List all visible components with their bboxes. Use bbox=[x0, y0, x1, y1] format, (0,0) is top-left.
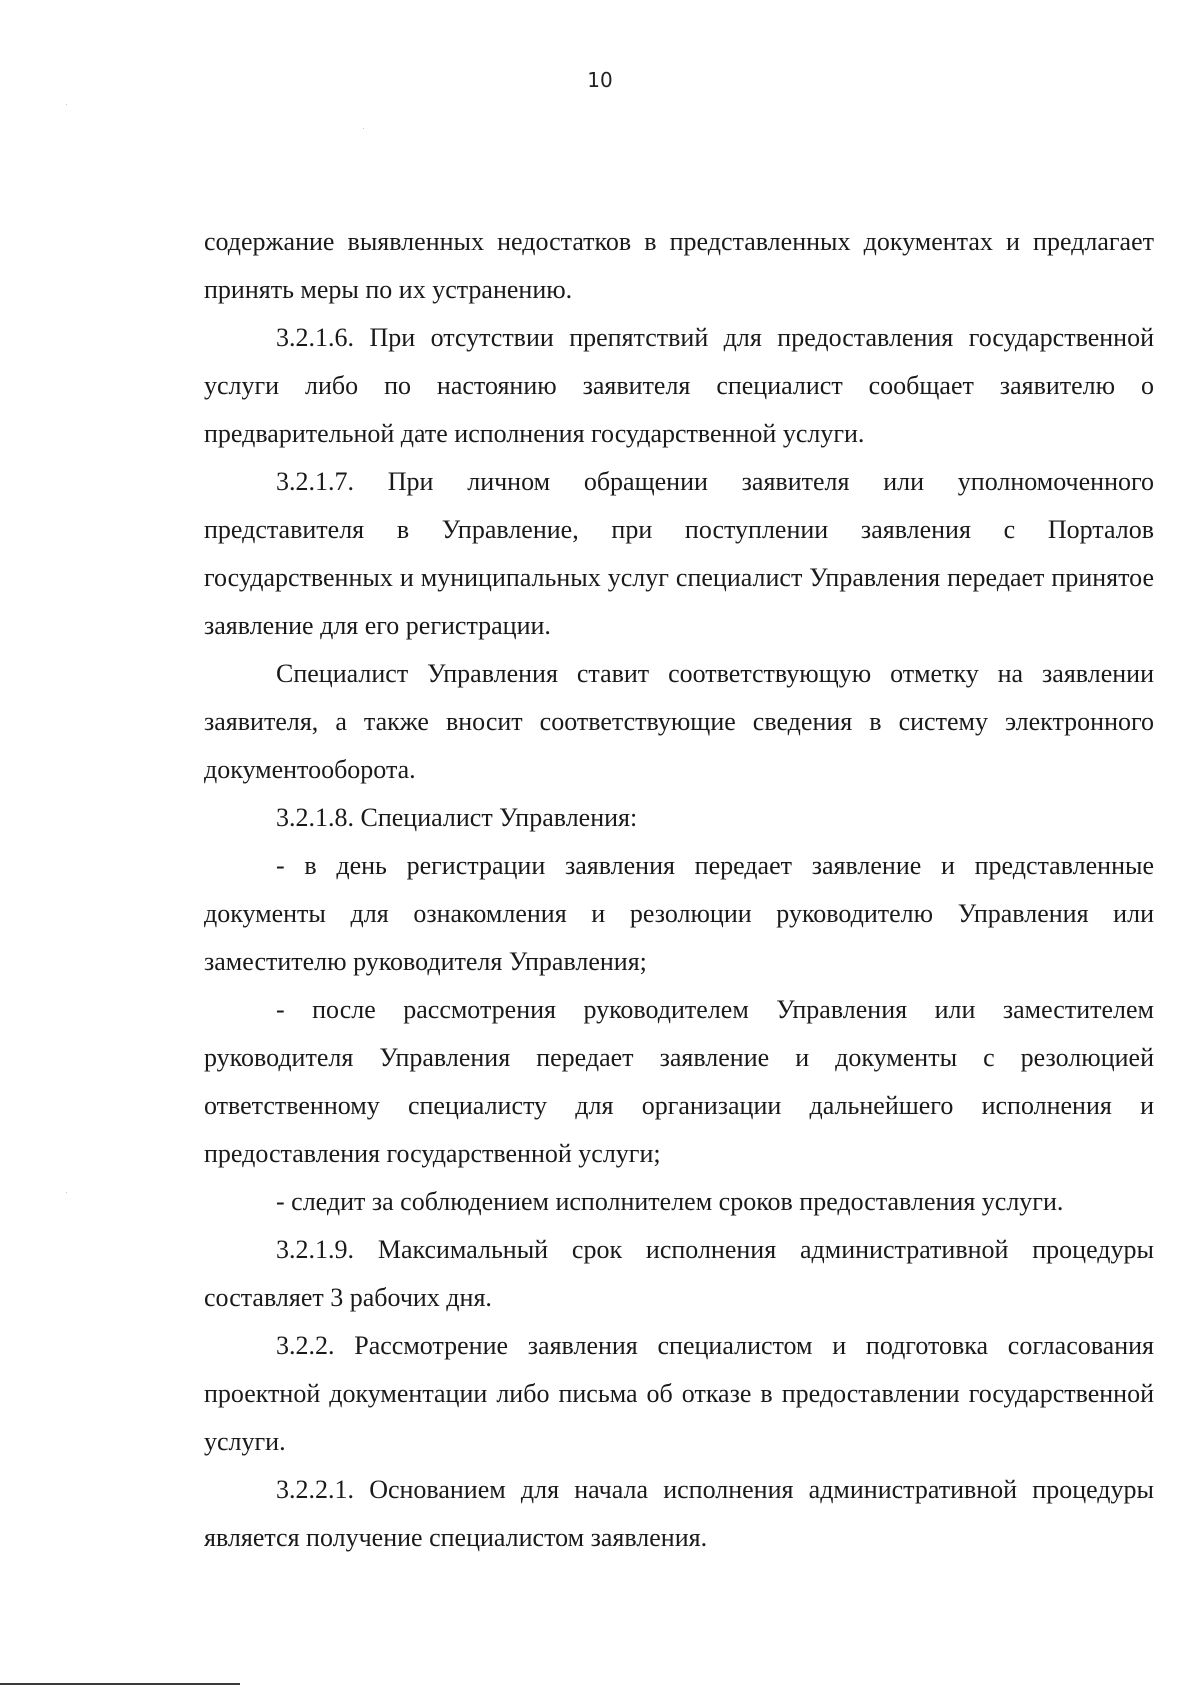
list-item-after-review: - после рассмотрения руководителем Управления или заместителем руководителя Управления передает заявление и документы с резолюцией ответственному специалисту для организации дальнейшего исполнения и предоставления государственной услуги; bbox=[204, 995, 1154, 1168]
paragraph-3-2-1-9: 3.2.1.9. Максимальный срок исполнения административной процедуры составляет 3 рабочих дня. bbox=[204, 1235, 1154, 1312]
paragraph-3-2-1-6: 3.2.1.6. При отсутствии препятствий для предоставления государственной услуги либо по настоянию заявителя специалист сообщает заявителю о предварительной дате исполнения государственной услуги. bbox=[204, 323, 1154, 448]
paragraph-3-2-1-8: 3.2.1.8. Специалист Управления: bbox=[276, 803, 638, 832]
page-number: 10 bbox=[587, 68, 613, 92]
scan-edge-line bbox=[0, 1683, 240, 1685]
paragraph-3-2-1-7: 3.2.1.7. При личном обращении заявителя или уполномоченного представителя в Управление, при поступлении заявления с Порталов государственных и муниципальных услуг специалист Управления передает принятое заявление для его регистрации. bbox=[204, 467, 1154, 640]
paragraph-registration-mark: Специалист Управления ставит соответствующую отметку на заявлении заявителя, а также вносит соответствующие сведения в систему электронного документооборота. bbox=[204, 659, 1154, 784]
list-item-registration-day: - в день регистрации заявления передает заявление и представленные документы для ознакомления и резолюции руководителю Управления или заместителю руководителя Управления; bbox=[204, 851, 1154, 976]
paragraph-3-2-2: 3.2.2. Рассмотрение заявления специалистом и подготовка согласования проектной документации либо письма об отказе в предоставлении государственной услуги. bbox=[204, 1331, 1154, 1456]
paragraph-3-2-2-1: 3.2.2.1. Основанием для начала исполнения административной процедуры является получение специалистом заявления. bbox=[204, 1475, 1154, 1552]
paragraph-deficiencies-continued: содержание выявленных недостатков в представленных документах и предлагает принять меры по их устранению. bbox=[204, 227, 1154, 304]
list-item-deadline-control: - следит за соблюдением исполнителем сроков предоставления услуги. bbox=[276, 1187, 1064, 1216]
scan-speck bbox=[66, 104, 67, 105]
scan-speck bbox=[363, 128, 364, 129]
scan-speck bbox=[66, 1192, 67, 1193]
document-body bbox=[204, 218, 1154, 1562]
